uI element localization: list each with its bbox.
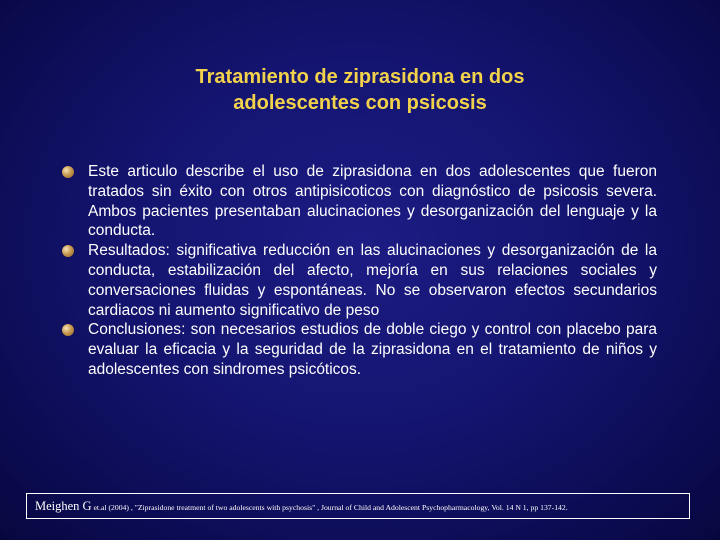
citation-reference: et.al (2004) , "Ziprasidone treatment of two adolescents with psychosis" , Journal of Child and Adolescent Psychopharmacology, Vol. 14 N 1, pp 137-142. bbox=[91, 503, 568, 512]
slide-title-line-2: adolescentes con psicosis bbox=[233, 92, 487, 114]
bullet-icon bbox=[62, 245, 74, 257]
bullet-item-results bbox=[62, 241, 657, 320]
bullet-icon bbox=[62, 324, 74, 336]
results-text: : significativa reducción en las alucinaciones y desorganización de la conducta, estabilización del afecto, mejoría en sus relaciones sociales y conversaciones fluidas y espontáneas. No se observaron efectos secundarios cardiacos ni aumento significativo de peso bbox=[88, 242, 657, 319]
description-text: Este articulo describe el uso de ziprasidona en dos adolescentes que fueron tratados sin éxito con otros antipisicoticos con diagnóstico de psicosis severa. Ambos pacientes presentaban alucinaciones y desorganización del lenguaje y la conducta. bbox=[88, 163, 657, 240]
bullet-text-conclusions bbox=[88, 320, 657, 379]
bullet-list bbox=[62, 162, 657, 380]
conclusions-text: : son necesarios estudios de doble ciego y control con placebo para evaluar la eficacia y la seguridad de la ziprasidona en el tratamiento de niños y adolescentes con sindromes psicóticos. bbox=[88, 321, 657, 378]
bullet-item-description bbox=[62, 162, 657, 241]
results-label: Resultados bbox=[88, 242, 166, 260]
bullet-item-conclusions bbox=[62, 320, 657, 379]
bullet-text-results bbox=[88, 241, 657, 320]
citation-author: Meighen G bbox=[35, 499, 92, 513]
slide-title bbox=[80, 64, 640, 116]
bullet-icon bbox=[62, 166, 74, 178]
bullet-text-description bbox=[88, 162, 657, 241]
conclusions-label: Conclusiones bbox=[88, 321, 182, 339]
slide-title-line-1: Tratamiento de ziprasidona en dos bbox=[195, 66, 525, 88]
citation-footer bbox=[26, 493, 690, 519]
